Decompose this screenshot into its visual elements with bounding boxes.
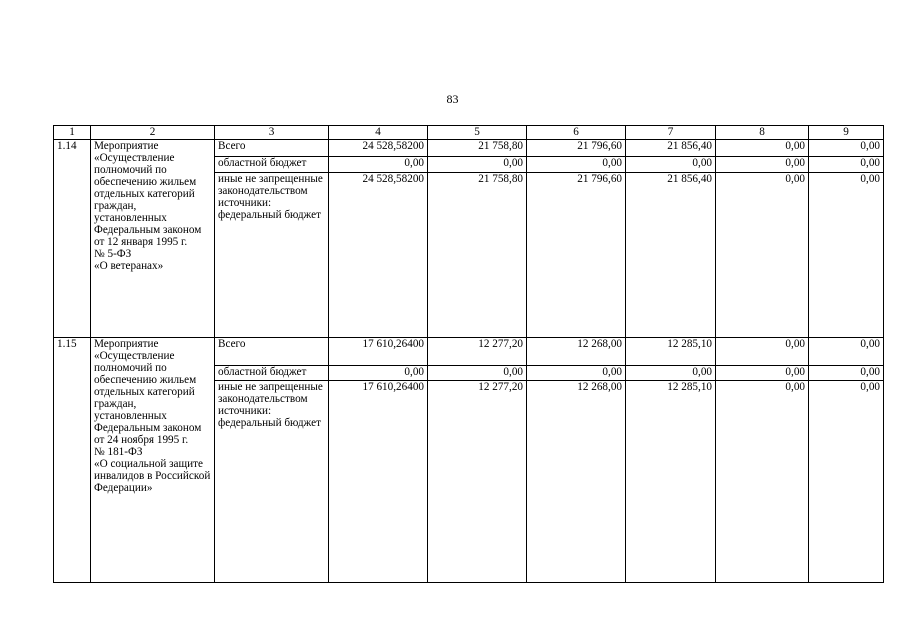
value-cell: 0,00 bbox=[809, 338, 884, 366]
funding-source-label: иные не запрещенные законодательством источники: федеральный бюджет bbox=[215, 381, 329, 583]
value-cell: 0,00 bbox=[428, 157, 527, 173]
column-header: 7 bbox=[626, 126, 716, 140]
column-header: 5 bbox=[428, 126, 527, 140]
measure-description: Мероприятие «Осуществление полномочий по обеспечению жильем отдельных категорий граждан, установленных Федеральным законом от 24 ноября 1995 г. № 181-ФЗ «О социальной защите инвалидов в Российской Федерации» bbox=[91, 338, 215, 583]
value-cell: 21 796,60 bbox=[527, 173, 626, 338]
column-header: 8 bbox=[716, 126, 809, 140]
budget-table bbox=[53, 125, 884, 583]
row-index: 1.15 bbox=[54, 338, 91, 583]
value-cell: 12 268,00 bbox=[527, 338, 626, 366]
value-cell: 12 285,10 bbox=[626, 338, 716, 366]
column-header: 6 bbox=[527, 126, 626, 140]
value-cell: 0,00 bbox=[809, 381, 884, 583]
table-row bbox=[54, 140, 884, 157]
row-index: 1.14 bbox=[54, 140, 91, 338]
column-header: 3 bbox=[215, 126, 329, 140]
value-cell: 0,00 bbox=[329, 366, 428, 381]
value-cell: 12 277,20 bbox=[428, 381, 527, 583]
funding-source-label: Всего bbox=[215, 338, 329, 366]
value-cell: 24 528,58200 bbox=[329, 173, 428, 338]
column-header: 2 bbox=[91, 126, 215, 140]
value-cell: 0,00 bbox=[716, 173, 809, 338]
value-cell: 0,00 bbox=[626, 366, 716, 381]
value-cell: 0,00 bbox=[626, 157, 716, 173]
column-header: 1 bbox=[54, 126, 91, 140]
value-cell: 0,00 bbox=[716, 338, 809, 366]
value-cell: 21 758,80 bbox=[428, 173, 527, 338]
value-cell: 21 758,80 bbox=[428, 140, 527, 157]
measure-description: Мероприятие «Осуществление полномочий по обеспечению жильем отдельных категорий граждан, установленных Федеральным законом от 12 января 1995 г. № 5-ФЗ «О ветеранах» bbox=[91, 140, 215, 338]
column-header-row bbox=[54, 126, 884, 140]
table-row bbox=[54, 338, 884, 366]
value-cell: 21 856,40 bbox=[626, 140, 716, 157]
value-cell: 12 285,10 bbox=[626, 381, 716, 583]
funding-source-label: иные не запрещенные законодательством источники: федеральный бюджет bbox=[215, 173, 329, 338]
value-cell: 0,00 bbox=[527, 157, 626, 173]
value-cell: 0,00 bbox=[329, 157, 428, 173]
value-cell: 0,00 bbox=[716, 140, 809, 157]
value-cell: 0,00 bbox=[809, 140, 884, 157]
value-cell: 0,00 bbox=[716, 157, 809, 173]
value-cell: 0,00 bbox=[716, 381, 809, 583]
value-cell: 21 796,60 bbox=[527, 140, 626, 157]
column-header: 9 bbox=[809, 126, 884, 140]
value-cell: 24 528,58200 bbox=[329, 140, 428, 157]
page-number: 83 bbox=[446, 92, 459, 106]
value-cell: 0,00 bbox=[527, 366, 626, 381]
value-cell: 0,00 bbox=[428, 366, 527, 381]
funding-source-label: областной бюджет bbox=[215, 157, 329, 173]
value-cell: 0,00 bbox=[809, 366, 884, 381]
column-header: 4 bbox=[329, 126, 428, 140]
value-cell: 0,00 bbox=[809, 173, 884, 338]
value-cell: 0,00 bbox=[809, 157, 884, 173]
value-cell: 17 610,26400 bbox=[329, 338, 428, 366]
value-cell: 0,00 bbox=[716, 366, 809, 381]
funding-source-label: областной бюджет bbox=[215, 366, 329, 381]
value-cell: 17 610,26400 bbox=[329, 381, 428, 583]
value-cell: 21 856,40 bbox=[626, 173, 716, 338]
funding-source-label: Всего bbox=[215, 140, 329, 157]
value-cell: 12 277,20 bbox=[428, 338, 527, 366]
value-cell: 12 268,00 bbox=[527, 381, 626, 583]
